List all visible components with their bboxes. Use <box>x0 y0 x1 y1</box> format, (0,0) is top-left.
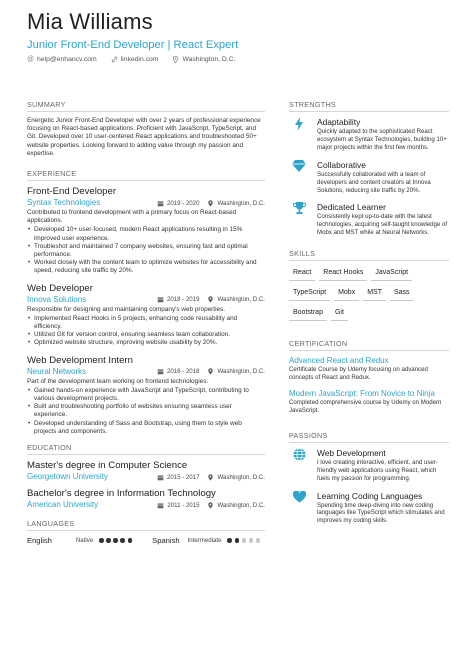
job-company: Innova Solutions <box>27 294 87 304</box>
skill-tag: Mobx <box>334 286 359 301</box>
location-pin-icon <box>207 296 214 303</box>
certification-name: Advanced React and Redux <box>289 356 389 366</box>
education-dates: 2011 - 2015 <box>167 501 200 509</box>
certification-name: Modern JavaScript: From Novice to Ninja <box>289 388 435 398</box>
education-section <box>27 443 265 510</box>
strength-text: Successfully collaborated with a team of developers and content creators at Innova Solutions, reducing site traffic by 20%. <box>317 170 431 194</box>
linkedin-text: linkedin.com <box>120 56 159 63</box>
job-location: Washington, D.C. <box>217 296 265 304</box>
job-description: Part of the development team working on frontend technologies. <box>27 377 209 385</box>
certification-section <box>289 339 449 415</box>
passion-title: Learning Coding Languages <box>317 490 423 501</box>
languages-row <box>27 536 265 545</box>
degree-title: Master's degree in Computer Science <box>27 460 188 472</box>
strength-text: Quickly adapted to the sophisticated React ecosystem at Syntax Technologies, building 10+ major projects within the first few months. <box>317 128 447 151</box>
strength-item <box>289 117 449 152</box>
heart-icon <box>289 491 309 511</box>
job-bullets <box>27 387 265 436</box>
passion-item <box>289 448 449 483</box>
job-bullet: • Implemented React Hooks in 5 projects, enhancing code reusability and efficiency. <box>27 315 265 331</box>
location-pin-icon <box>207 474 214 481</box>
job-bullet: • Troubleshot and maintained 7 company websites, ensuring fast and optimal performance. <box>27 243 265 259</box>
job-company: Neural Networks <box>27 366 87 376</box>
job-bullet: • Developed understanding of Sass and Bootstrap, using them to style web projects and components. <box>27 420 265 436</box>
job-entry <box>27 186 265 276</box>
job-bullets <box>27 315 265 348</box>
job-entry <box>27 283 265 348</box>
job-title: Front-End Developer <box>27 186 117 198</box>
skill-tag: Bootstrap <box>289 306 327 321</box>
job-title: Web Developer <box>27 282 93 294</box>
passion-text: Spending time deep-diving into new coding languages like TypeScript which stimulates and improves my coding skills. <box>317 501 445 525</box>
job-bullet: • Optimized website structure, improving website usability by 20%. <box>27 339 265 347</box>
passion-text: I love creating interactive, efficient, and user-friendly web applications using React, which fuels my passion for programming. <box>317 458 438 482</box>
lightning-icon <box>289 117 309 137</box>
skill-tag: Sass <box>390 286 414 301</box>
language-proficiency-dots <box>227 538 260 543</box>
certification-item <box>289 389 449 415</box>
email-text: help@enhancv.com <box>37 56 97 63</box>
language-name: Spanish <box>152 536 180 546</box>
email-contact[interactable] <box>27 56 97 63</box>
summary-heading: SUMMARY <box>27 100 265 112</box>
job-dates: 2016 - 2018 <box>166 368 200 376</box>
candidate-title: Junior Front-End Developer | React Expert <box>27 39 239 51</box>
proficiency-dot-filled <box>227 538 232 543</box>
degree-title: Bachelor's degree in Information Technology <box>27 488 216 500</box>
languages-heading: LANGUAGES <box>27 519 265 531</box>
summary-text: Energetic Junior Front-End Developer with over 2 years of professional experience focusing on React-based applications. Proficient with JavaScript, TypeScript, and Git. Developed over 10 user-centered React applications and troubleshooted 50+ website properties. Looking forward to adding value through my passion and expertise. <box>27 117 261 157</box>
school-name: Georgetown University <box>27 472 108 482</box>
location-pin-icon <box>172 56 179 63</box>
proficiency-dot-empty <box>256 538 261 543</box>
skills-list <box>289 266 449 321</box>
job-description: Responsible for designing and maintaining company's web properties. <box>27 305 226 313</box>
language-level: Native <box>75 537 94 545</box>
education-location: Washington, D.C. <box>217 473 265 481</box>
strengths-heading: STRENGTHS <box>289 100 449 112</box>
strength-title: Collaborative <box>317 159 366 170</box>
left-column <box>27 100 265 545</box>
skill-tag: React Hooks <box>319 266 367 281</box>
passions-heading: PASSIONS <box>289 431 449 443</box>
skill-tag: TypeScript <box>289 286 330 301</box>
calendar-icon <box>157 296 164 303</box>
proficiency-dot-filled <box>113 538 118 543</box>
proficiency-dot-filled <box>235 538 240 543</box>
school-name: American University <box>27 500 99 510</box>
proficiency-dot-empty <box>242 538 247 543</box>
at-icon: @ <box>27 56 35 63</box>
language-level: Intermediate <box>187 537 222 545</box>
location-pin-icon <box>207 368 214 375</box>
link-icon <box>111 56 118 63</box>
skills-heading: SKILLS <box>289 249 449 261</box>
job-title: Web Development Intern <box>27 354 133 366</box>
education-heading: EDUCATION <box>27 443 265 455</box>
job-description: Contributed to frontend development with a primary focus on React-based applications. <box>27 209 237 225</box>
trophy-icon <box>289 202 309 222</box>
job-dates: 2018 - 2019 <box>166 296 200 304</box>
education-location: Washington, D.C. <box>217 501 265 509</box>
education-dates: 2015 - 2017 <box>166 473 200 481</box>
passion-title: Web Development <box>317 447 386 458</box>
experience-section <box>27 169 265 436</box>
proficiency-dot-filled <box>106 538 111 543</box>
summary-section <box>27 100 265 158</box>
skill-tag: MST <box>363 286 386 301</box>
job-location: Washington, D.C. <box>217 199 265 207</box>
strength-item <box>289 160 449 195</box>
job-bullets <box>27 226 265 275</box>
job-bullet: • Worked closely with the content team to optimize websites for accessibility and speed, reducing site traffic by 20%. <box>27 259 265 275</box>
job-entry <box>27 355 265 436</box>
globe-icon <box>289 448 309 468</box>
calendar-icon <box>157 368 164 375</box>
certification-heading: CERTIFICATION <box>289 339 449 351</box>
skill-tag: Git <box>331 306 348 321</box>
job-bullet: • Utilized Git for version control, ensuring seamless team collaboration. <box>27 331 265 339</box>
certification-item <box>289 356 449 382</box>
location-contact <box>172 56 235 63</box>
job-dates: 2019 - 2020 <box>166 199 200 207</box>
calendar-icon <box>157 200 164 207</box>
proficiency-dot-empty <box>249 538 254 543</box>
certification-text: Certificate Course by Udemy focusing on advanced concepts of React and Redux. <box>289 366 428 382</box>
location-pin-icon <box>207 502 214 509</box>
education-entry <box>27 488 265 510</box>
job-bullet: • Developed 10+ user-focused, modern React applications resulting in 15% improved user experience. <box>27 226 265 242</box>
experience-heading: EXPERIENCE <box>27 169 265 181</box>
skills-section <box>289 249 449 321</box>
languages-section <box>27 519 265 545</box>
job-bullet: • Gained hands-on experience with JavaScript and TypeScript, contributing to various development projects. <box>27 387 265 403</box>
proficiency-dot-filled <box>120 538 125 543</box>
contact-bar <box>27 56 447 63</box>
calendar-icon <box>157 502 164 509</box>
resume-header <box>27 10 447 63</box>
location-pin-icon <box>207 200 214 207</box>
skill-tag: React <box>289 266 315 281</box>
job-location: Washington, D.C. <box>217 368 265 376</box>
certification-text: Completed comprehensive course by Udemy on Modern JavaScript. <box>289 398 442 414</box>
job-company: Syntax Technologies <box>27 198 101 208</box>
candidate-name: Mia Williams <box>27 9 153 34</box>
strength-item <box>289 202 449 237</box>
language-proficiency-dots <box>99 538 132 543</box>
diamond-icon <box>289 160 309 180</box>
strengths-section <box>289 100 449 237</box>
right-column <box>289 100 449 533</box>
proficiency-dot-filled <box>128 538 133 543</box>
strength-title: Dedicated Learner <box>317 202 386 213</box>
calendar-icon <box>157 474 164 481</box>
strength-title: Adaptability <box>317 117 361 127</box>
job-bullet: • Built and troubleshooting portfolio of websites ensuring seamless user experience. <box>27 403 265 419</box>
passions-section <box>289 431 449 525</box>
passion-item <box>289 491 449 526</box>
strength-text: Consistently kept up-to-date with the latest technologies, acquiring self-taught knowledge of Mobx and MST while at Neural Networks. <box>317 213 448 237</box>
skill-tag: JavaScript <box>371 266 412 281</box>
language-name: English <box>27 536 52 546</box>
linkedin-contact[interactable] <box>111 56 159 63</box>
location-text: Washington, D.C. <box>182 56 236 63</box>
proficiency-dot-filled <box>99 538 104 543</box>
education-entry <box>27 460 265 482</box>
